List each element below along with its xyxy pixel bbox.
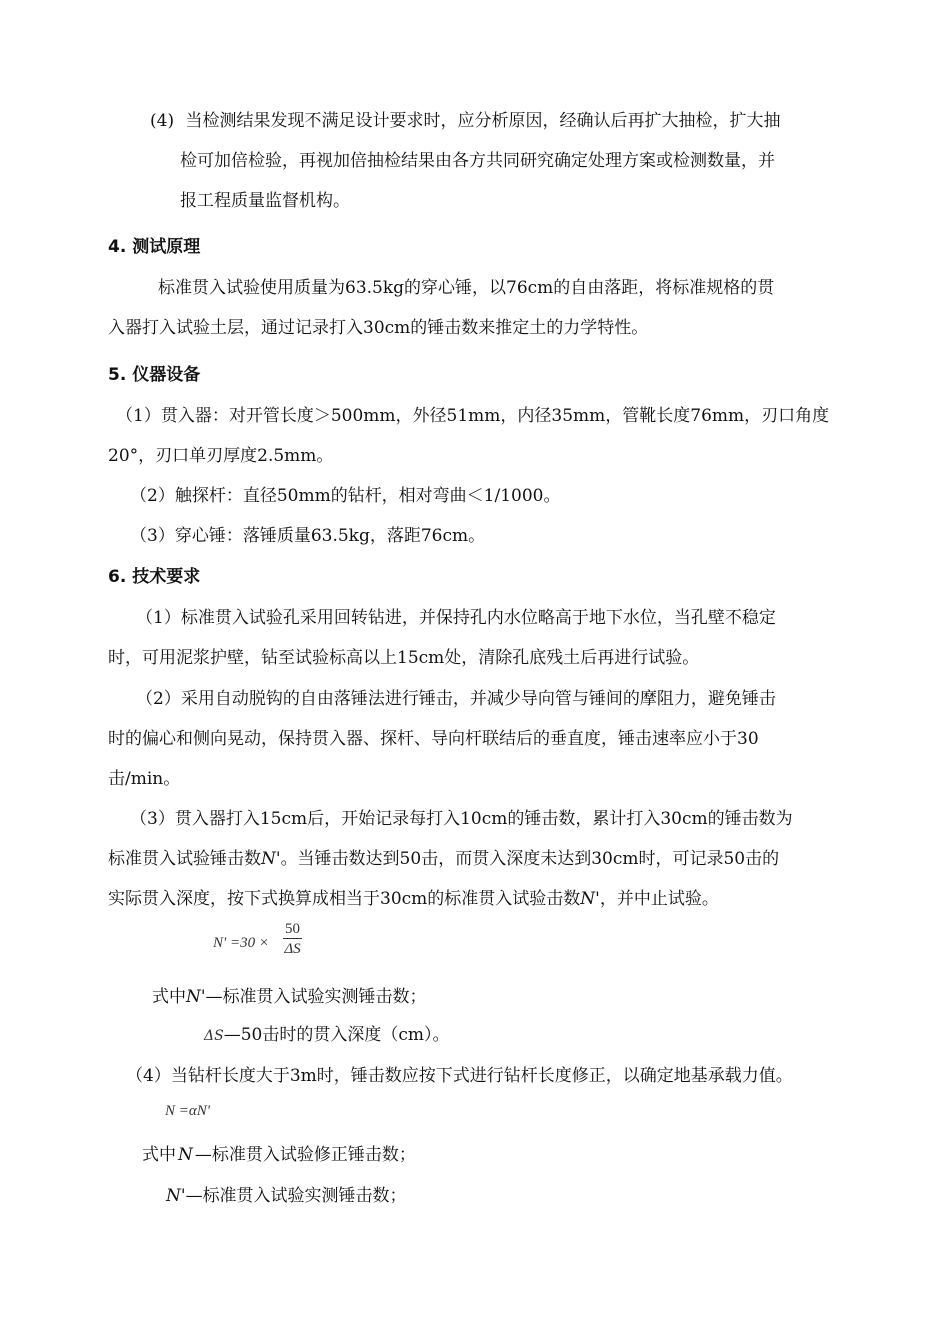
formula1-denominator: ΔS xyxy=(284,941,301,957)
delta-s-symbol: ΔS xyxy=(204,1028,224,1044)
item4-line-2: 检可加倍检验，再视加倍抽检结果由各方共同研究确定处理方案或检测数量，并 xyxy=(180,151,775,171)
p3-line3-text-b: ，并中止试验。 xyxy=(599,889,719,909)
where-line-2 xyxy=(204,1024,449,1046)
section5-item3: （3）穿心锤：落锤质量63.5kg，落距76cm。 xyxy=(130,526,486,546)
section6-p3-line-3 xyxy=(108,888,719,910)
section4-line-2: 入器打入试验土层，通过记录打入30cm的锤击数来推定土的力学特性。 xyxy=(108,318,649,338)
formula2: N =αN' xyxy=(165,1103,210,1119)
where-line-4 xyxy=(166,1185,407,1207)
formula1-numerator: 50 xyxy=(285,921,300,937)
n-prime-symbol: N' xyxy=(186,987,206,1007)
section6-p2-line-2: 时的偏心和侧向晃动，保持贯入器、探杆、导向杆联结后的垂直度，锤击速率应小于30 xyxy=(108,729,759,749)
section4-heading: 4. 测试原理 xyxy=(108,237,201,257)
p3-line2-text-b: 。当锤击数达到50击，而贯入深度未达到30cm时，可记录50击的 xyxy=(280,849,780,869)
where3-desc: —标准贯入试验修正锤击数； xyxy=(194,1145,416,1165)
where4-desc: —标准贯入试验实测锤击数； xyxy=(185,1186,407,1206)
formula1-fraction xyxy=(283,920,302,959)
section6-p4-line-1: （4）当钻杆长度大于3m时，锤击数应按下式进行钻杆长度修正，以确定地基承载力值。 xyxy=(126,1066,793,1086)
section6-p3-line-1: （3）贯入器打入15cm后，开始记录每打入10cm的锤击数，累计打入30cm的锤击数为 xyxy=(130,809,793,829)
section6-p3-line-2 xyxy=(108,848,779,870)
p3-line2-text-a: 标准贯入试验锤击数 xyxy=(108,849,261,869)
item4-line-3: 报工程质量监督机构。 xyxy=(180,191,350,211)
where1-desc: —标准贯入试验实测锤击数； xyxy=(205,987,427,1007)
item4-label: (4) xyxy=(150,111,175,131)
section6-p1-line-2: 时，可用泥浆护壁，钻至试验标高以上15cm处，清除孔底残土后再进行试验。 xyxy=(108,648,700,668)
section4-line-1: 标准贯入试验使用质量为63.5kg的穿心锤，以76cm的自由落距，将标准规格的贯 xyxy=(158,278,775,298)
n-symbol: N xyxy=(178,1145,193,1165)
where2-desc: —50击时的贯入深度（cm）。 xyxy=(223,1025,450,1045)
where-line-3 xyxy=(142,1144,416,1166)
where3-prefix: 式中 xyxy=(142,1145,176,1165)
section5-item2: （2）触探杆：直径50mm的钻杆，相对弯曲＜1/1000。 xyxy=(130,486,561,506)
section6-p2-line-3: 击/min。 xyxy=(108,769,181,789)
section6-heading: 6. 技术要求 xyxy=(108,567,201,587)
where1-prefix: 式中 xyxy=(152,987,186,1007)
n-prime-symbol: N' xyxy=(261,849,281,869)
section6-p1-line-1: （1）标准贯入试验孔采用回转钻进，并保持孔内水位略高于地下水位，当孔壁不稳定 xyxy=(136,608,776,628)
formula1-lhs: N' =30 × xyxy=(213,935,269,951)
section5-item1-line-1: （1）贯入器：对开管长度＞500mm，外径51mm，内径35mm，管靴长度76mm，刃口角度 xyxy=(116,406,830,426)
n-prime-symbol: N' xyxy=(580,889,600,909)
item4-text-1: 当检测结果发现不满足设计要求时，应分析原因，经确认后再扩大抽检，扩大抽 xyxy=(185,111,781,131)
n-prime-symbol: N' xyxy=(166,1186,186,1206)
where-line-1 xyxy=(152,986,427,1008)
section5-item1-line-2: 20°，刃口单刃厚度2.5mm。 xyxy=(108,446,334,466)
item4-line-1 xyxy=(150,110,781,132)
p3-line3-text-a: 实际贯入深度，按下式换算成相当于30cm的标准贯入试验击数 xyxy=(108,889,581,909)
section6-p2-line-1: （2）采用自动脱钩的自由落锤法进行锤击，并减少导向管与锤间的摩阻力，避免锤击 xyxy=(136,689,776,709)
section5-heading: 5. 仪器设备 xyxy=(108,365,201,385)
